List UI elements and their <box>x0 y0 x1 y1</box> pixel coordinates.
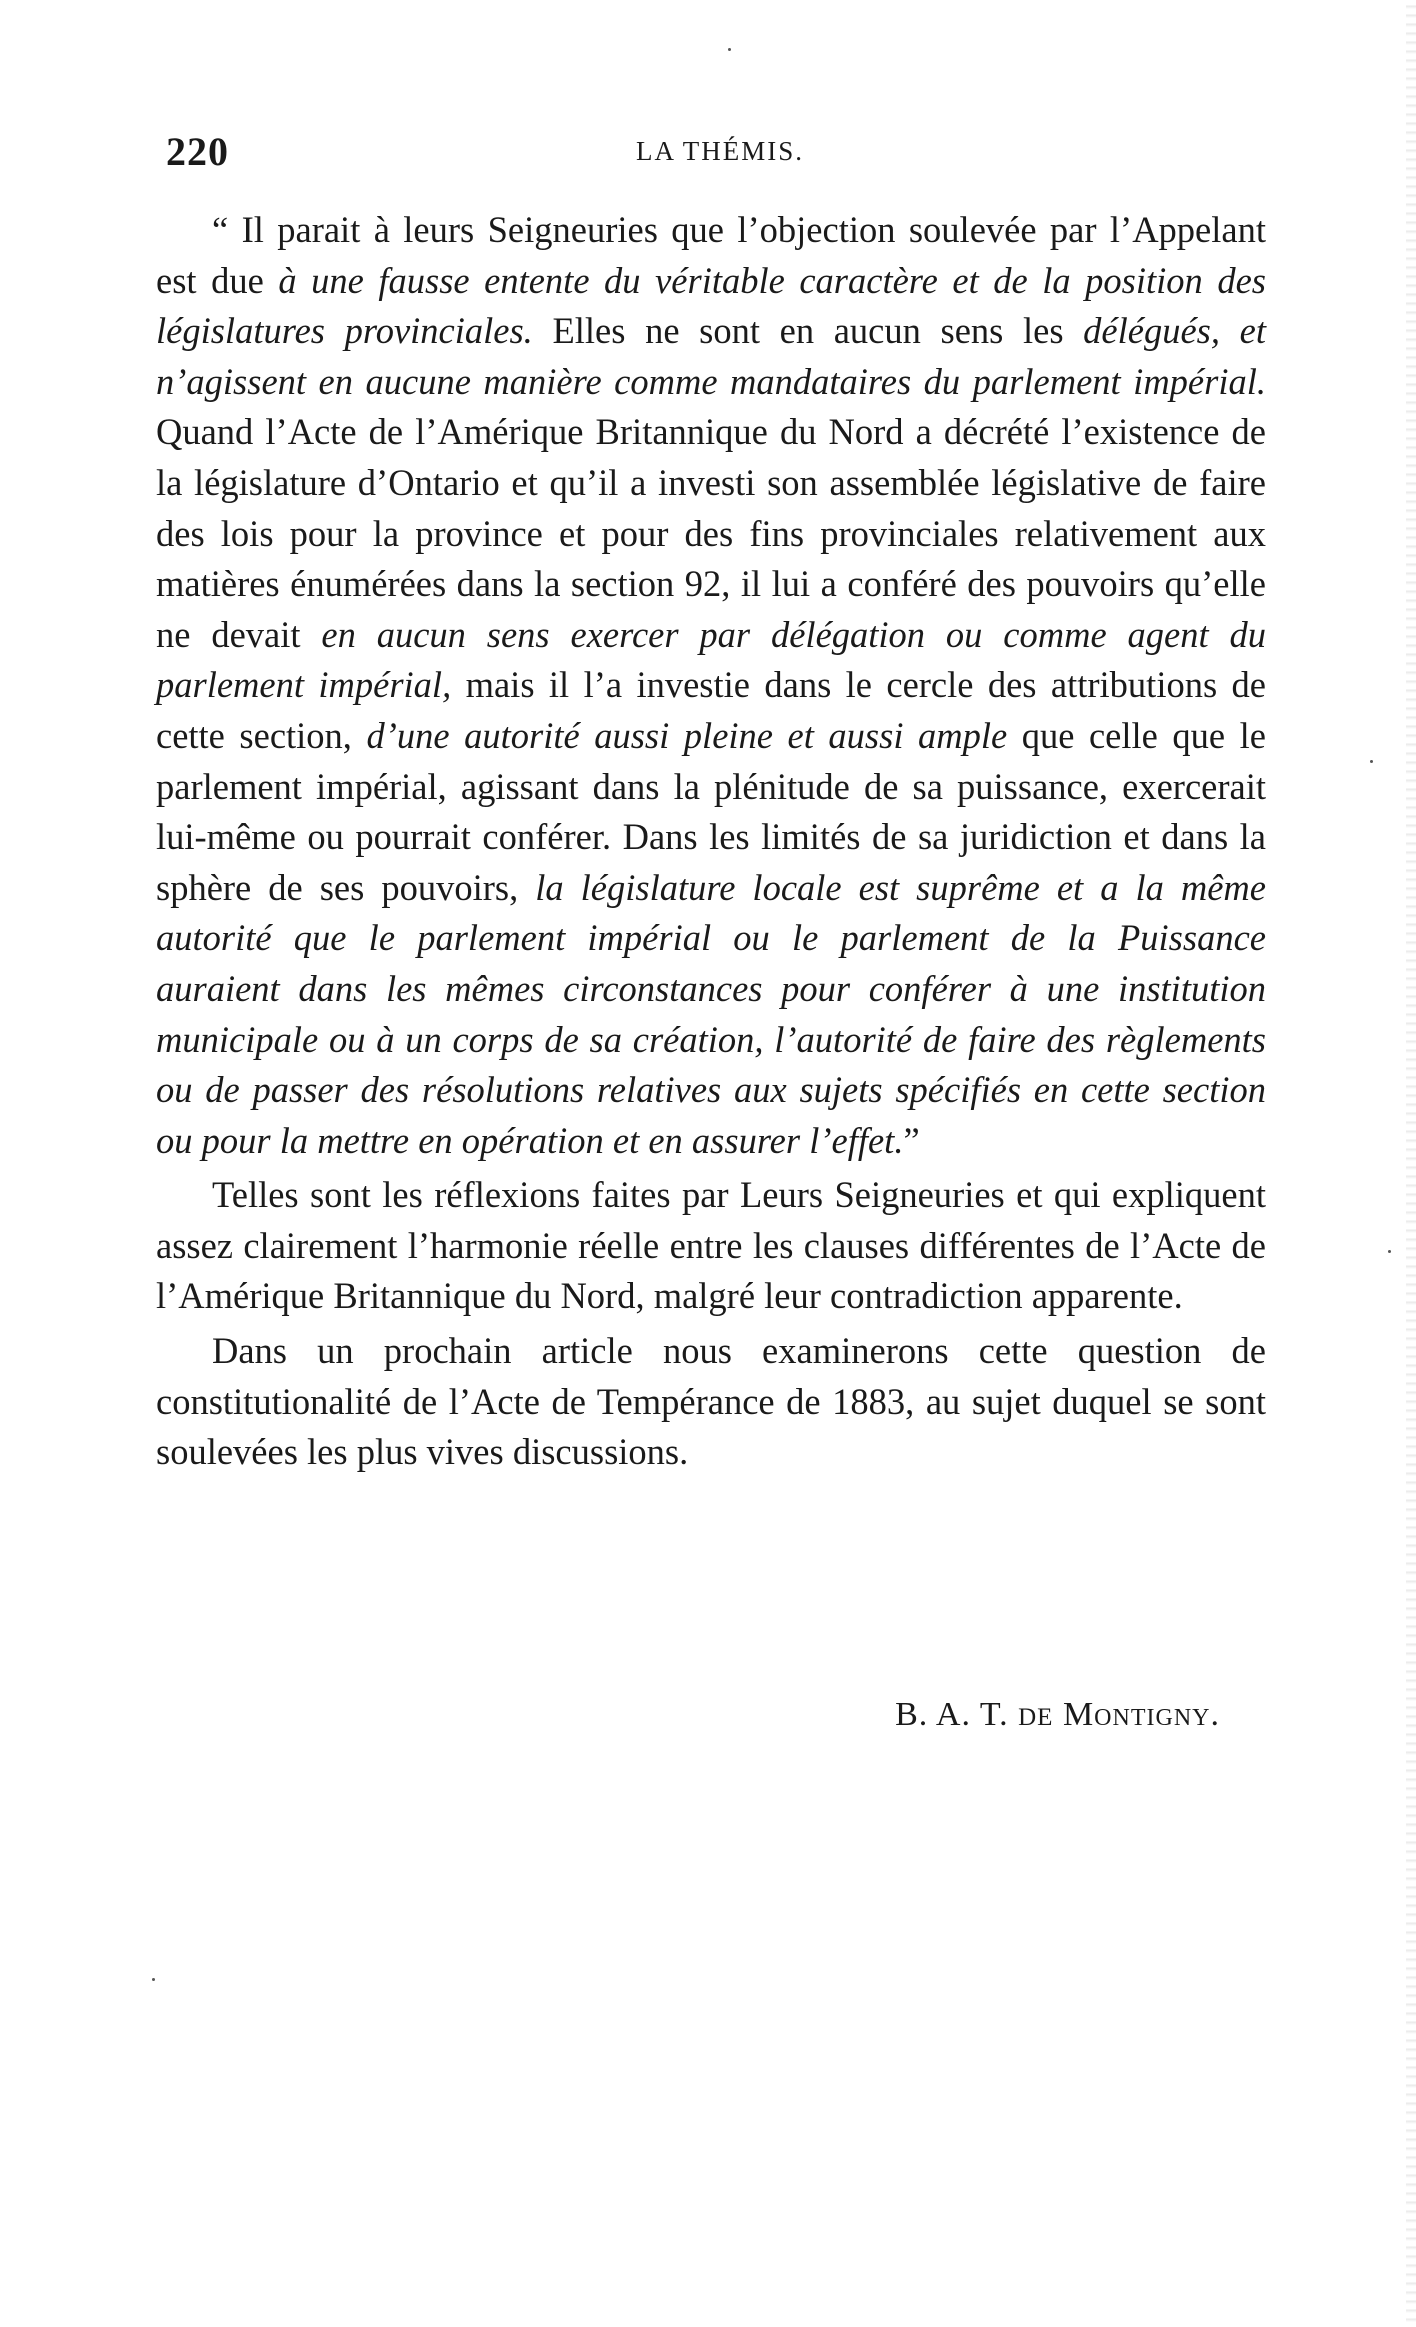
speck-mark <box>152 1978 155 1981</box>
speck-mark <box>728 48 731 51</box>
speck-mark <box>1370 760 1373 763</box>
signature-surname: Montigny. <box>1062 1696 1220 1733</box>
body-text <box>156 205 1266 1478</box>
text-segment: que celle que le parlement impérial, agissant dans la plénitude de sa puissance, exercerait lui-même ou pourrait conférer. Dans les limités de sa juridiction et dans la sphère de ses pouvoirs, <box>156 714 1266 908</box>
italic-segment: à une fausse entente du véritable caractère et de la position des législatures provinciales. <box>156 259 1266 352</box>
text-segment: “ Il parait à leurs Seigneuries que l’objection soulevée par l’Appelant est due <box>156 209 1266 301</box>
author-signature <box>895 1696 1220 1734</box>
paragraph-next-article: Dans un prochain article nous examinerons cette question de constitutionalité de l’Acte de Tempérance de 1883, au sujet duquel se sont soulevées les plus vives discussions. <box>156 1330 1266 1473</box>
paragraph-quotation <box>156 205 1266 1166</box>
text-segment: ” <box>903 1119 920 1161</box>
page-number: 220 <box>166 129 229 174</box>
speck-mark <box>1388 1250 1391 1253</box>
italic-segment: d’une autorité aussi pleine et aussi ample <box>366 714 1008 756</box>
text-segment: Elles ne sont en aucun sens les <box>532 310 1084 352</box>
signature-initials: B. A. T. <box>895 1696 1009 1733</box>
signature-particle: DE <box>1018 1704 1054 1731</box>
running-head: LA THÉMIS. <box>636 136 805 166</box>
page-header <box>166 128 1236 178</box>
italic-segment: en aucun sens exercer par délégation ou comme agent du parlement impérial, <box>156 613 1266 706</box>
italic-segment: délégués, et n’agissent en aucune manière comme mandataires du parlement impérial. <box>156 310 1266 402</box>
page-edge-shadow <box>1406 0 1416 2327</box>
text-segment: mais il l’a investie dans le cercle des attributions de cette section, <box>156 664 1266 756</box>
text-segment: Quand l’Acte de l’Amérique Britannique du Nord a décrété l’existence de la législature d’Ontario et qu’il a investi son assemblée législative de faire des lois pour la province et pour des fins provinciales relativement aux matières énumérées dans la section 92, il lui a conféré des pouvoirs qu’elle ne devait <box>156 411 1266 655</box>
paragraph-reflections: Telles sont les réflexions faites par Leurs Seigneuries et qui expliquent assez clairement l’harmonie réelle entre les clauses différentes de l’Acte de l’Amérique Britannique du Nord, malgré leur contradiction apparente. <box>156 1174 1266 1317</box>
italic-segment: la législature locale est suprême et a la même autorité que le parlement impérial ou le parlement de la Puissance auraient dans les mêmes circonstances pour conférer à une institution municipale ou à un corps de sa création, l’autorité de faire des règlements ou de passer des résolutions relatives aux sujets spécifiés en cette section ou pour la mettre en opération et en assurer l’effet. <box>156 866 1266 1161</box>
